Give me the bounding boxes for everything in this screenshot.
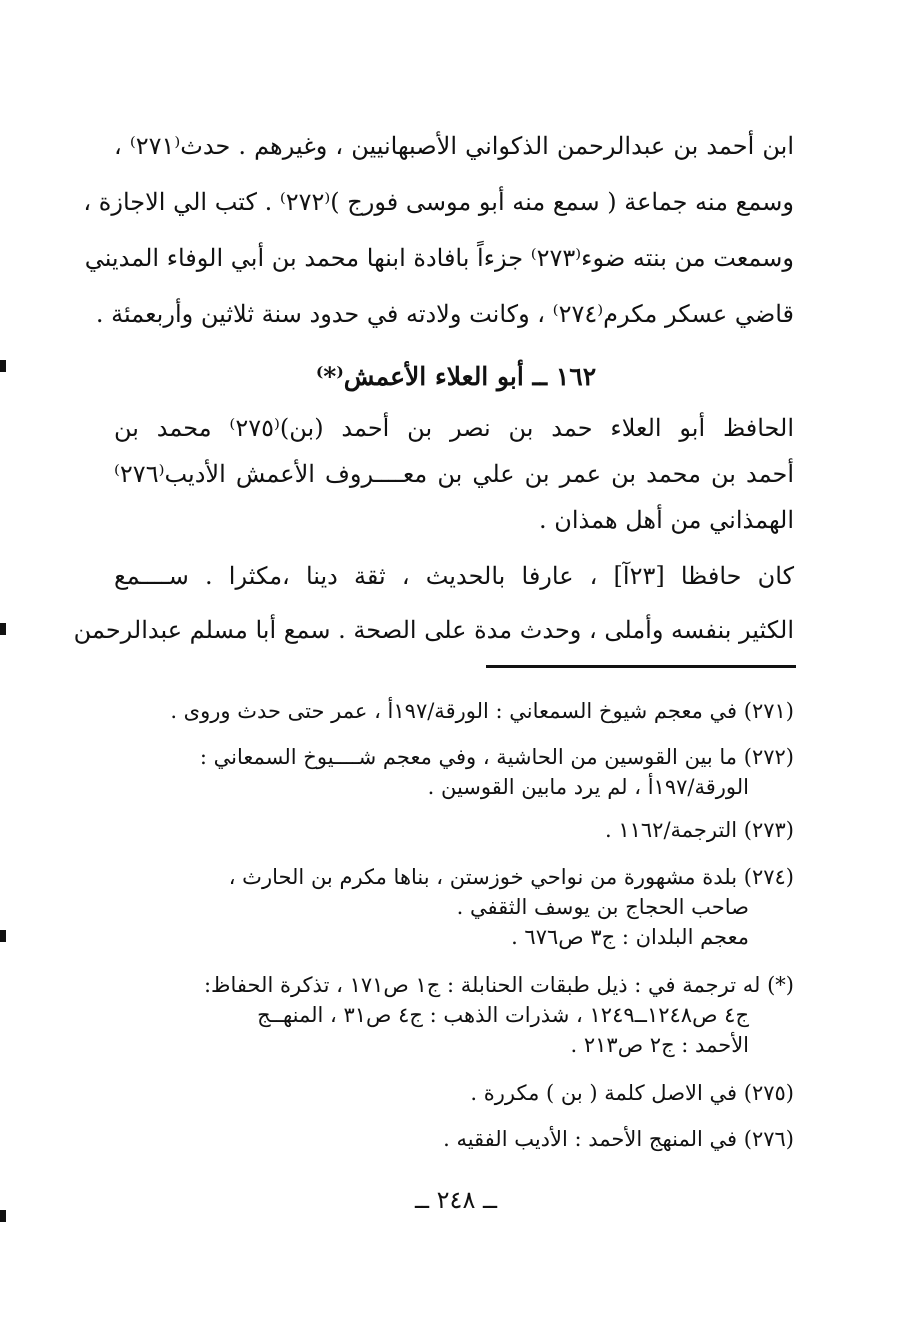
footnote-text: الترجمة/١١٦٢ . (604, 818, 738, 842)
footnote-number: (٢٧١) (743, 699, 794, 723)
footnote (114, 1124, 794, 1154)
footnote-text: ما بين القوسين من الحاشية ، وفي معجم شــــيوخ السمعاني : (199, 745, 738, 769)
footnote (114, 970, 794, 1060)
footnote-number: (٢٧٦) (743, 1127, 794, 1151)
footnote-text: الورقة/١٩٧أ ، لم يرد مابين القوسين . (427, 775, 749, 799)
footnote (114, 815, 794, 845)
footnote (114, 862, 794, 952)
section-heading: ١٦٢ ــ أبو العلاء الأعمش⁽*⁾ (315, 362, 597, 391)
page-number: ــ ٢٤٨ ــ (414, 1186, 498, 1214)
body-line: ابن أحمد بن عبدالرحمن الذكواني الأصبهانيين ، وغيرهم . حدث⁽٢٧١⁾ ، (114, 132, 794, 160)
footnote-text: الأحمد : ج٢ ص٢١٣ . (570, 1033, 749, 1057)
body-line: الحافظ أبو العلاء حمد بن نصر بن أحمد (بن)⁽٢٧٥⁾ محمد بن (114, 414, 795, 442)
footnote-text: في معجم شيوخ السمعاني : الورقة/١٩٧أ ، عمر حتى حدث وروى . (170, 699, 738, 723)
footnote (114, 742, 794, 802)
body-line: الكثير بنفسه وأملى ، وحدث مدة على الصحة . سمع أبا مسلم عبدالرحمن (73, 616, 794, 644)
footnote-number: (٢٧٥) (743, 1081, 794, 1105)
footnote-separator (486, 665, 796, 668)
edge-mark (0, 623, 6, 635)
body-line: وسمعت من بنته ضوء⁽٢٧٣⁾ جزءاً بافادة ابنها محمد بن أبي الوفاء المديني (84, 244, 794, 272)
footnote-number: (٢٧٣) (743, 818, 794, 842)
footnote-number: (٢٧٤) (743, 865, 794, 889)
footnote (114, 696, 794, 726)
footnote-text: ج٤ ص١٢٤٨ــ١٢٤٩ ، شذرات الذهب : ج٤ ص٣١ ، المنهــج (257, 1003, 749, 1027)
body-line: الهمذاني من أهل همذان . (538, 506, 794, 534)
edge-mark (0, 930, 6, 942)
footnote-text: معجم البلدان : ج٣ ص٦٧٦ . (511, 925, 749, 949)
footnote-text: له ترجمة في : ذيل طبقات الحنابلة : ج١ ص١٧١ ، تذكرة الحفاظ: (203, 973, 761, 997)
footnote-text: بلدة مشهورة من نواحي خوزستن ، بناها مكرم بن الحارث ، (228, 865, 738, 889)
body-line: وسمع منه جماعة ( سمع منه أبو موسى فورج )⁽٢٧٢⁾ . كتب الي الاجازة ، (83, 188, 794, 216)
body-line: قاضي عسكر مكرم⁽٢٧٤⁾ ، وكانت ولادته في حدود سنة ثلاثين وأربعمئة . (95, 300, 794, 328)
footnote-text: في المنهج الأحمد : الأديب الفقيه . (443, 1127, 738, 1151)
footnote-number: (٢٧٢) (743, 745, 794, 769)
body-line: أحمد بن محمد بن عمر بن علي بن معــــروف الأعمش الأديب⁽٢٧٦⁾ (114, 460, 794, 488)
footnote-text: صاحب الحجاج بن يوسف الثقفي . (456, 895, 749, 919)
footnote-text: في الاصل كلمة ( بن ) مكررة . (470, 1081, 738, 1105)
footnote-number: (*) (767, 973, 794, 997)
body-line: كان حافظا [٢٣آ] ، عارفا بالحديث ، ثقة دينا ،مكثرا . ســــمع (114, 562, 794, 590)
footnote (114, 1078, 794, 1108)
